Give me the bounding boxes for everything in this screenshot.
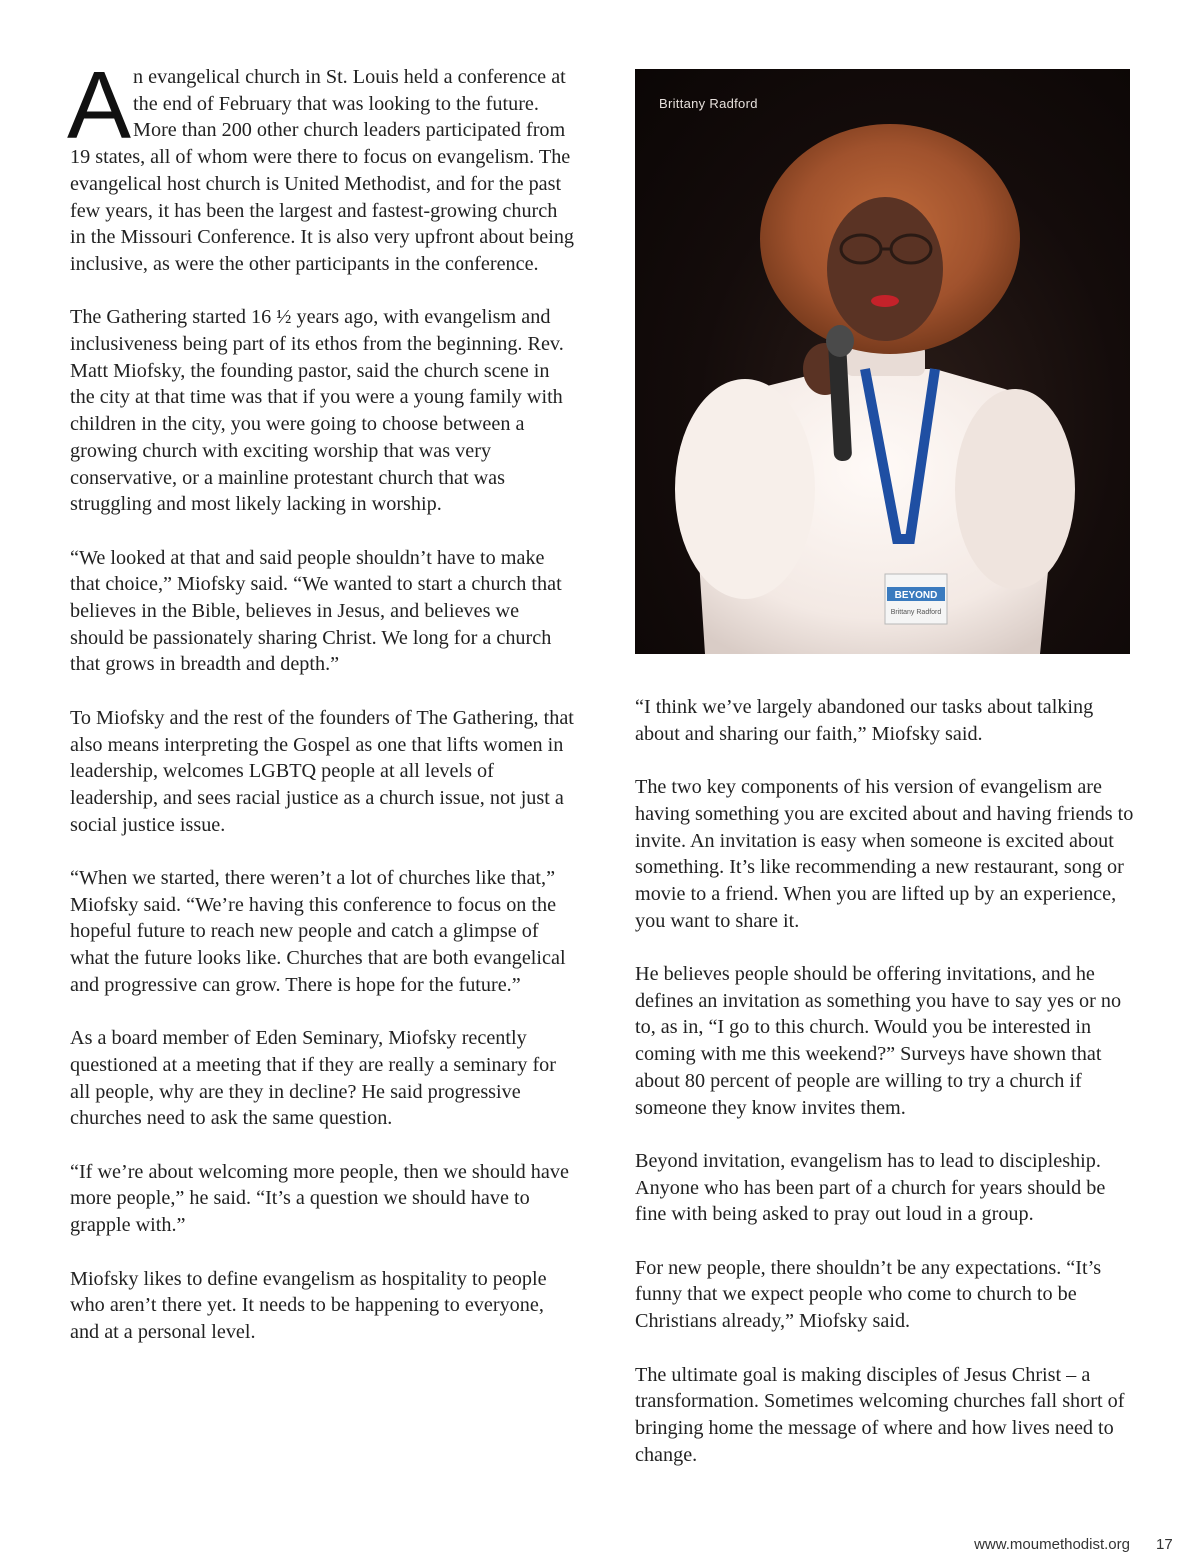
paragraph-4: To Miofsky and the rest of the founders of The Gathering, that also means interpreting the Gospel as one that lifts women in leadership, welcomes LGBTQ people at all levels of leadership, and sees racial justice as a church issue, not just a social justice issue. — [70, 706, 574, 836]
article-right-column — [635, 694, 1140, 1495]
speaker-photo — [635, 69, 1130, 654]
photo-credit: Brittany Radford — [659, 96, 758, 111]
page-number: 17 — [1156, 1536, 1173, 1553]
paragraph-5: “When we started, there weren’t a lot of churches like that,” Miofsky said. “We’re having this conference to focus on the hopeful future to reach new people and catch a glimpse of what the future looks like. Churches that are both evangelical and progressive can grow. There is hope for the future.” — [70, 867, 566, 996]
paragraph-11: He believes people should be offering invitations, and he defines an invitation as something you have to say yes or no to, as in, “I go to this church. Would you be interested in coming with me this weekend?” Surveys have shown that about 80 percent of people are willing to try a church if someone they know invites them. — [635, 963, 1122, 1119]
right-sleeve — [955, 389, 1075, 589]
paragraph-13: For new people, there shouldn’t be any expectations. “It’s funny that we expect people who come to church to be Christians already,” Miofsky said. — [635, 1256, 1102, 1333]
paragraph-3: “We looked at that and said people shouldn’t have to make that choice,” Miofsky said. “We wanted to start a church that believes in the Bible, believes in Jesus, and believes we should be passionately sharing Christ. We long for a church that grows in breadth and depth.” — [70, 546, 562, 676]
badge-name: Brittany Radford — [890, 609, 942, 616]
paragraph-7: “If we’re about welcoming more people, then we should have more people,” he said. “It’s a question we should have to grapple with.” — [70, 1160, 569, 1237]
paragraph-1-text: n evangelical church in St. Louis held a conference at the end of February that was looking to the future. More than 200 other church leaders participated from 19 states, all of whom were there to focus on evangelism. The evangelical host church is United Methodist, and for the past few years, it has been the largest and fastest-growing church in the Missouri Conference. It is also very upfront about being inclusive, as were the other participants in the conference. — [70, 66, 575, 275]
paragraph-8: Miofsky likes to define evangelism as hospitality to people who aren’t there yet. It needs to be happening to everyone, and at a personal level. — [70, 1267, 547, 1343]
badge-title: BEYOND — [894, 590, 938, 601]
paragraph-14: The ultimate goal is making disciples of Jesus Christ – a transformation. Sometimes welcoming churches fall short of bringing home the message of where and how lives need to change. — [635, 1363, 1125, 1466]
article-left-column — [67, 52, 575, 1372]
face — [827, 197, 943, 341]
drop-cap: A — [67, 52, 132, 159]
footer-url[interactable]: www.moumethodist.org — [974, 1536, 1130, 1553]
paragraph-10: The two key components of his version of evangelism are having something you are excited about and having friends to invite. An invitation is easy when someone is excited about something. It’s like recommending a new restaurant, song or movie to a friend. When you are lifted up by an experience, you want to share it. — [635, 776, 1134, 932]
paragraph-12: Beyond invitation, evangelism has to lead to discipleship. Anyone who has been part of a church for years should be fine with being asked to pray out loud in a group. — [635, 1149, 1106, 1226]
paragraph-9: “I think we’ve largely abandoned our tasks about talking about and sharing our faith,” Miofsky said. — [635, 696, 1094, 745]
microphone-head — [826, 325, 854, 357]
lips — [871, 295, 899, 307]
left-sleeve — [675, 379, 815, 599]
paragraph-1 — [67, 52, 575, 278]
speaker-illustration — [635, 69, 1130, 654]
paragraph-6: As a board member of Eden Seminary, Miofsky recently questioned at a meeting that if they are really a seminary for all people, why are they in decline? He said progressive churches need to ask the same question. — [70, 1027, 556, 1130]
paragraph-2: The Gathering started 16 ½ years ago, with evangelism and inclusiveness being part of its ethos from the beginning. Rev. Matt Miofsky, the founding pastor, said the church scene in the city at that time was that if you were a young family with children in the city, you were going to choose between a growing church with exciting worship that was very conservative, or a mainline protestant church that was struggling and most likely lacking in worship. — [70, 306, 564, 516]
